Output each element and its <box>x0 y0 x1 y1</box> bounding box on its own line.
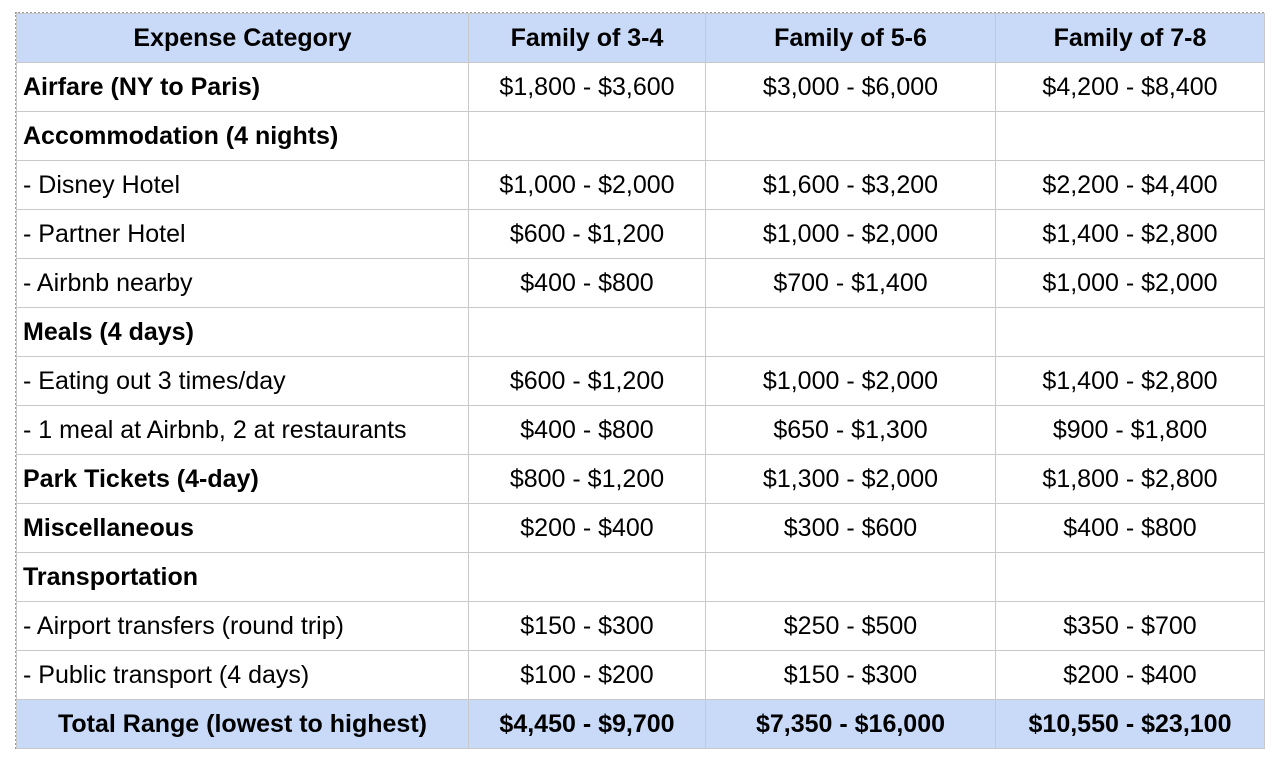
row-label[interactable]: Accommodation (4 nights) <box>17 112 469 161</box>
row-label[interactable]: - Airport transfers (round trip) <box>17 602 469 651</box>
cell-family-3-4[interactable]: $400 - $800 <box>469 259 706 308</box>
total-family-5-6[interactable]: $7,350 - $16,000 <box>706 700 996 749</box>
cell-family-5-6[interactable]: $150 - $300 <box>706 651 996 700</box>
cell-family-3-4[interactable]: $100 - $200 <box>469 651 706 700</box>
cell-family-5-6[interactable]: $1,000 - $2,000 <box>706 357 996 406</box>
table-row <box>17 455 1265 504</box>
header-family-5-6[interactable]: Family of 5-6 <box>706 14 996 63</box>
cell-family-3-4[interactable]: $150 - $300 <box>469 602 706 651</box>
cell-family-5-6[interactable] <box>706 553 996 602</box>
cell-family-7-8[interactable]: $350 - $700 <box>996 602 1265 651</box>
row-label[interactable]: Transportation <box>17 553 469 602</box>
cell-family-7-8[interactable]: $1,800 - $2,800 <box>996 455 1265 504</box>
table-row <box>17 210 1265 259</box>
table-row <box>17 651 1265 700</box>
cell-family-3-4[interactable] <box>469 553 706 602</box>
table-row <box>17 63 1265 112</box>
cell-family-3-4[interactable] <box>469 112 706 161</box>
cell-family-7-8[interactable]: $4,200 - $8,400 <box>996 63 1265 112</box>
cell-family-5-6[interactable]: $300 - $600 <box>706 504 996 553</box>
cell-family-5-6[interactable] <box>706 112 996 161</box>
cell-family-3-4[interactable] <box>469 308 706 357</box>
total-family-7-8[interactable]: $10,550 - $23,100 <box>996 700 1265 749</box>
table-row <box>17 406 1265 455</box>
table-row <box>17 357 1265 406</box>
total-row <box>17 700 1265 749</box>
cell-family-3-4[interactable]: $400 - $800 <box>469 406 706 455</box>
cell-family-3-4[interactable]: $1,000 - $2,000 <box>469 161 706 210</box>
cell-family-5-6[interactable]: $3,000 - $6,000 <box>706 63 996 112</box>
total-label[interactable]: Total Range (lowest to highest) <box>17 700 469 749</box>
row-label[interactable]: - Disney Hotel <box>17 161 469 210</box>
cell-family-5-6[interactable]: $250 - $500 <box>706 602 996 651</box>
cell-family-5-6[interactable]: $700 - $1,400 <box>706 259 996 308</box>
row-label[interactable]: Airfare (NY to Paris) <box>17 63 469 112</box>
table-row <box>17 602 1265 651</box>
cell-family-7-8[interactable]: $400 - $800 <box>996 504 1265 553</box>
expense-table <box>16 13 1265 749</box>
cell-family-7-8[interactable] <box>996 553 1265 602</box>
cell-family-7-8[interactable]: $200 - $400 <box>996 651 1265 700</box>
row-label[interactable]: - Eating out 3 times/day <box>17 357 469 406</box>
cell-family-5-6[interactable]: $650 - $1,300 <box>706 406 996 455</box>
table-row <box>17 112 1265 161</box>
cell-family-7-8[interactable] <box>996 112 1265 161</box>
row-label[interactable]: Park Tickets (4-day) <box>17 455 469 504</box>
cell-family-7-8[interactable]: $1,400 - $2,800 <box>996 210 1265 259</box>
cell-family-7-8[interactable] <box>996 308 1265 357</box>
cell-family-3-4[interactable]: $600 - $1,200 <box>469 210 706 259</box>
header-family-7-8[interactable]: Family of 7-8 <box>996 14 1265 63</box>
row-label[interactable]: Meals (4 days) <box>17 308 469 357</box>
table-row <box>17 504 1265 553</box>
cell-family-7-8[interactable]: $1,000 - $2,000 <box>996 259 1265 308</box>
table-row <box>17 259 1265 308</box>
cell-family-3-4[interactable]: $600 - $1,200 <box>469 357 706 406</box>
row-label[interactable]: - Partner Hotel <box>17 210 469 259</box>
cell-family-5-6[interactable]: $1,300 - $2,000 <box>706 455 996 504</box>
cell-family-7-8[interactable]: $1,400 - $2,800 <box>996 357 1265 406</box>
cell-family-3-4[interactable]: $1,800 - $3,600 <box>469 63 706 112</box>
cell-family-5-6[interactable] <box>706 308 996 357</box>
header-row <box>17 14 1265 63</box>
cell-family-5-6[interactable]: $1,000 - $2,000 <box>706 210 996 259</box>
row-label[interactable]: Miscellaneous <box>17 504 469 553</box>
table-row <box>17 553 1265 602</box>
header-expense-category[interactable]: Expense Category <box>17 14 469 63</box>
table-row <box>17 308 1265 357</box>
cell-family-3-4[interactable]: $200 - $400 <box>469 504 706 553</box>
row-label[interactable]: - Airbnb nearby <box>17 259 469 308</box>
cell-family-5-6[interactable]: $1,600 - $3,200 <box>706 161 996 210</box>
row-label[interactable]: - Public transport (4 days) <box>17 651 469 700</box>
table-row <box>17 161 1265 210</box>
header-family-3-4[interactable]: Family of 3-4 <box>469 14 706 63</box>
total-family-3-4[interactable]: $4,450 - $9,700 <box>469 700 706 749</box>
row-label[interactable]: - 1 meal at Airbnb, 2 at restaurants <box>17 406 469 455</box>
cell-family-7-8[interactable]: $2,200 - $4,400 <box>996 161 1265 210</box>
cell-family-3-4[interactable]: $800 - $1,200 <box>469 455 706 504</box>
cell-family-7-8[interactable]: $900 - $1,800 <box>996 406 1265 455</box>
